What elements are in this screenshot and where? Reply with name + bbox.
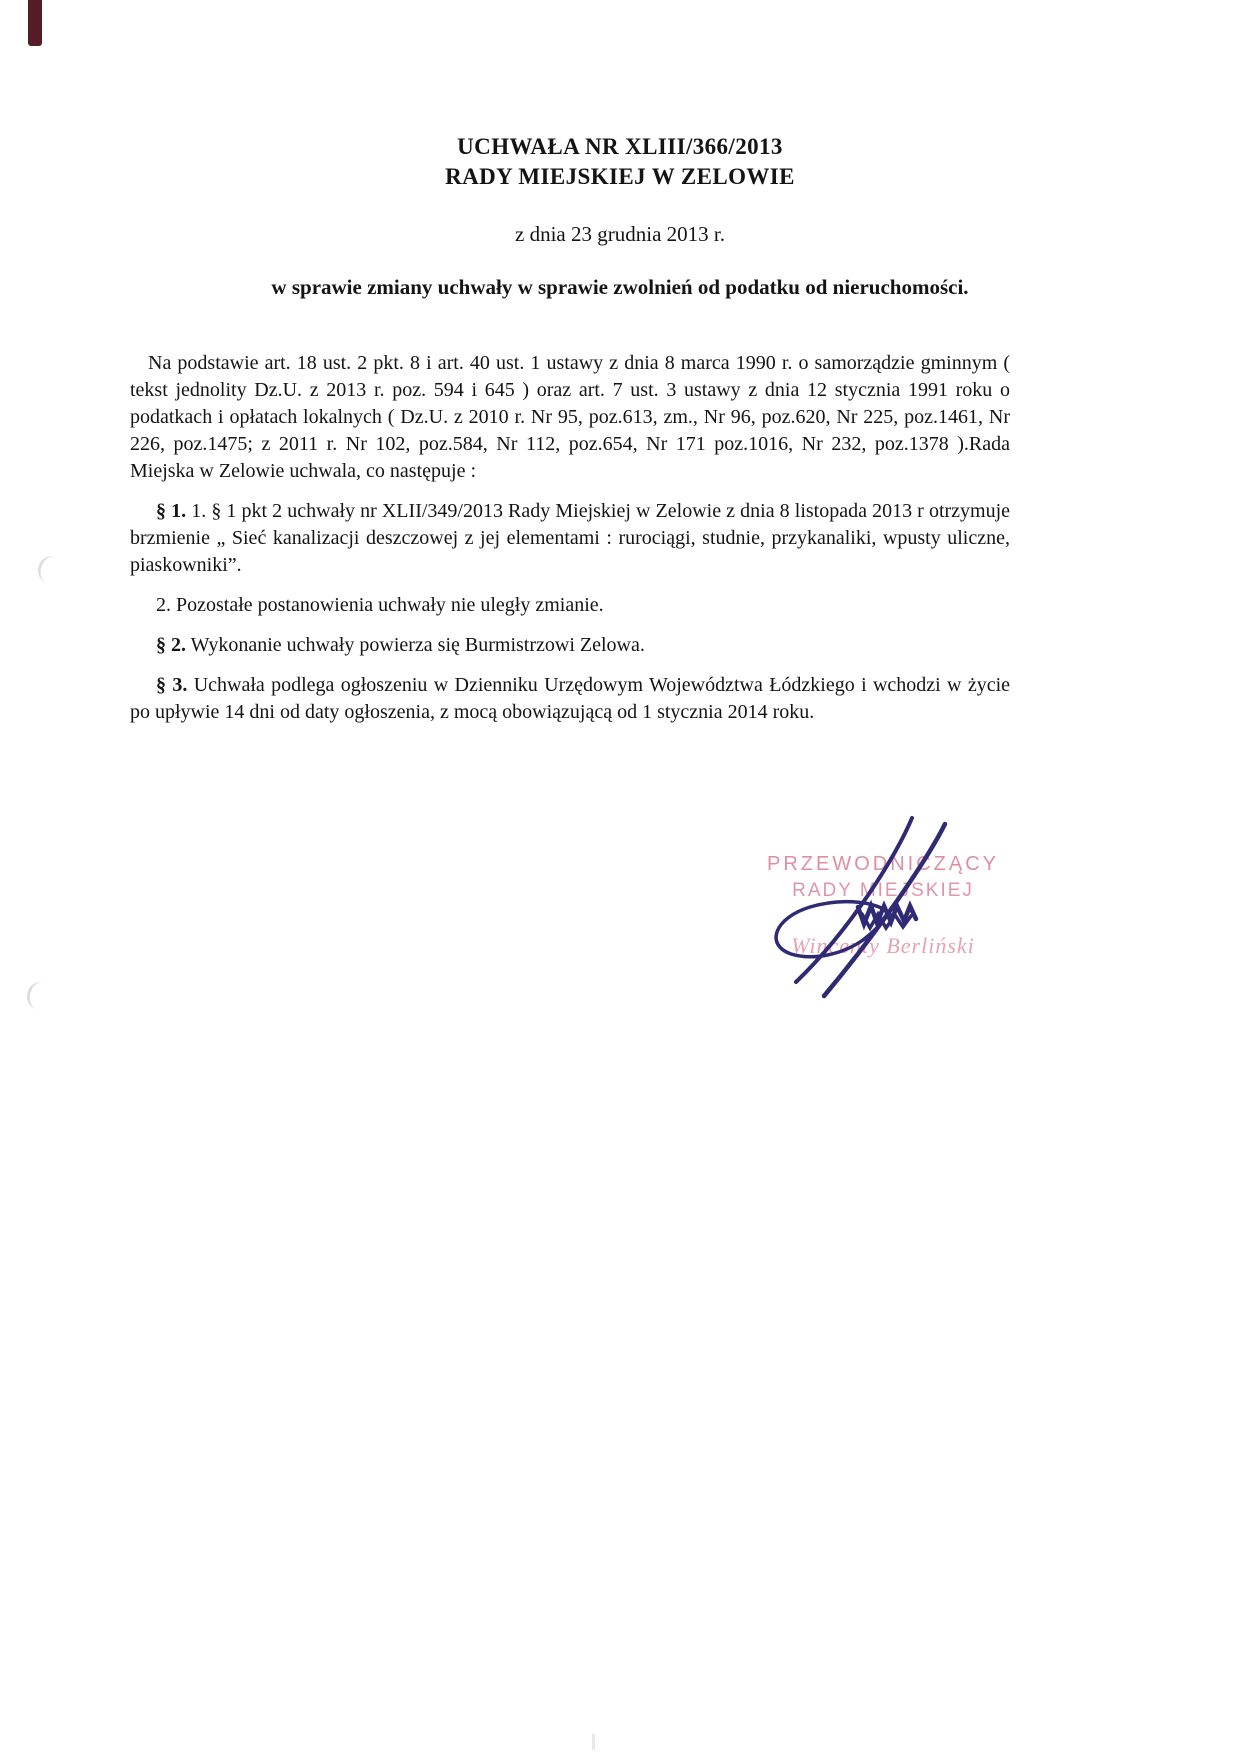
section-2-paragraph [130, 632, 1010, 659]
scan-artifact-pencil-mark [34, 553, 68, 588]
scan-artifact-red-mark [28, 0, 42, 46]
section-1-point-2-paragraph [130, 592, 1010, 619]
section-1-paragraph [130, 498, 1010, 579]
legal-basis-paragraph: Na podstawie art. 18 ust. 2 pkt. 8 i art. 40 ust. 1 ustawy z dnia 8 marca 1990 r. o samorządzie gminnym ( tekst jednolity Dz.U. z 2013 r. poz. 594 i 645 ) oraz art. 7 ust. 3 ustawy z dnia 12 stycznia 1991 roku o podatkach i opłatach lokalnych ( Dz.U. z 2010 r. Nr 95, poz.613, zm., Nr 96, poz.620, Nr 225, poz.1461, Nr 226, poz.1475; z 2011 r. Nr 102, poz.584, Nr 112, poz.654, Nr 171 poz.1016, Nr 232, poz.1378 ).Rada Miejska w Zelowie uchwala, co następuje : [130, 352, 1010, 482]
document-body [130, 350, 1010, 726]
scan-artifact-pencil-mark [24, 979, 56, 1012]
section-1-text: 1. § 1 pkt 2 uchwały nr XLII/349/2013 Rady Miejskiej w Zelowie z dnia 8 listopada 2013 r otrzymuje brzmienie „ Sieć kanalizacji deszczowej z jej elementami : rurociągi, studnie, przykanaliki, wpusty uliczne, piaskowniki”. [130, 500, 1011, 576]
scan-artifact-bottom-mark [592, 1734, 595, 1750]
section-3-lead: § 3. [156, 674, 188, 696]
stamp-title-line-2: RADY MIEJSKIEJ [792, 880, 974, 901]
stamp-signer-name: Wincenty Berliński [791, 933, 975, 958]
council-name-title: RADY MIEJSKIEJ W ZELOWIE [445, 164, 795, 189]
section-3-text: Uchwała podlega ogłoszeniu w Dzienniku Urzędowym Województwa Łódzkiego i wchodzi w życie po upływie 14 dni od daty ogłoszenia, z mocą obowiązującą od 1 stycznia 2014 roku. [130, 674, 1011, 723]
stamp-title-line-1: PRZEWODNICZĄCY [767, 853, 999, 875]
section-2-text: Wykonanie uchwały powierza się Burmistrzowi Zelowa. [190, 634, 645, 656]
date-line: z dnia 23 grudnia 2013 r. [515, 222, 725, 246]
section-2-lead: § 2. [156, 634, 186, 656]
section-1-point-2-text: 2. Pozostałe postanowienia uchwały nie uległy zmianie. [156, 594, 604, 616]
resolution-number-title: UCHWAŁA NR XLIII/366/2013 [457, 134, 783, 159]
document-header [0, 132, 1240, 300]
subject-line: w sprawie zmiany uchwały w sprawie zwolnień od podatku od nieruchomości. [271, 275, 969, 299]
section-3-paragraph [130, 672, 1010, 726]
signature-ink [740, 810, 970, 1010]
section-1-lead: § 1. [156, 500, 187, 522]
